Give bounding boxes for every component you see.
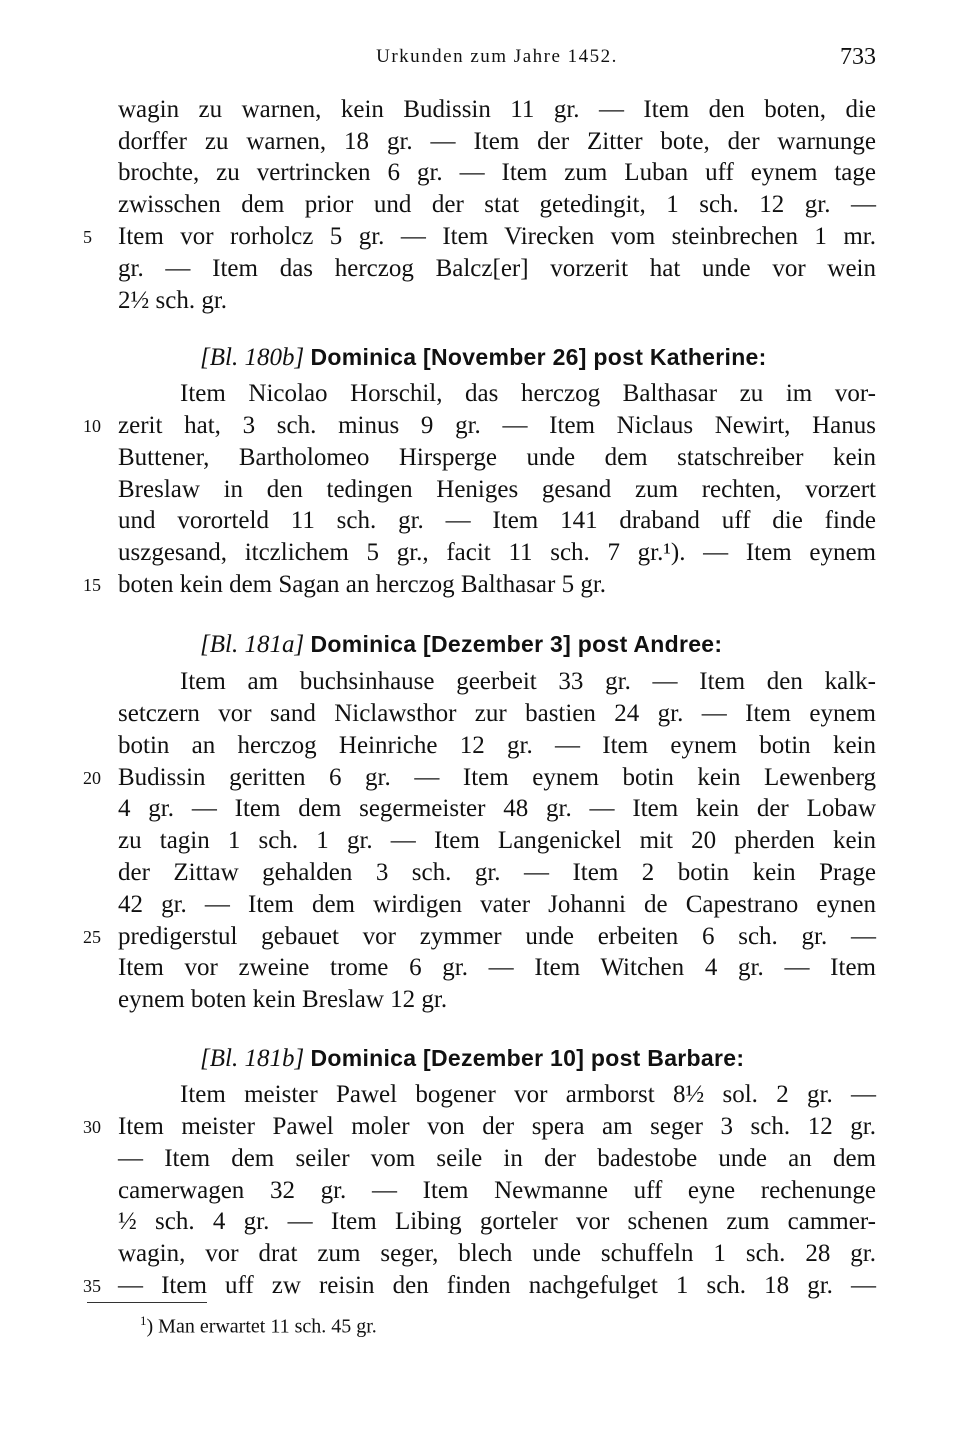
- line-number: 25: [83, 927, 101, 947]
- text-line: 4 gr. — Item dem segermeister 48 gr. — Item kein der Lobaw: [118, 795, 876, 822]
- running-title: Urkunden zum Jahre 1452.: [376, 46, 618, 67]
- text-line: uszgesand, itczlichem 5 gr., facit 11 sch. 7 gr.¹). — Item eynem: [118, 539, 876, 566]
- text-line: — Item uff zw reisin den finden nachgefulget 1 sch. 18 gr. —: [118, 1272, 876, 1299]
- text-line: Item vor rorholcz 5 gr. — Item Virecken vom steinbrechen 1 mr.: [118, 223, 876, 250]
- section-heading: [200, 1041, 876, 1075]
- text-line: Item meister Pawel bogener vor armborst 8½ sol. 2 gr. —: [180, 1081, 876, 1108]
- text-line: boten kein dem Sagan an herczog Balthasar 5 gr.: [118, 571, 607, 598]
- text-line: camerwagen 32 gr. — Item Newmanne uff eyne rechenunge: [118, 1177, 876, 1204]
- text-line: und vororteld 11 sch. gr. — Item 141 draband uff die finde: [118, 507, 876, 534]
- text-line: wagin zu warnen, kein Budissin 11 gr. — Item den boten, die: [118, 96, 876, 123]
- folio-reference: [Bl. 180b]: [200, 344, 305, 371]
- text-line: gr. — Item das herczog Balcz[er] vorzerit hat unde vor wein: [118, 255, 876, 282]
- section-heading: [200, 627, 876, 661]
- footnote-rule: [87, 1302, 207, 1303]
- text-line: Item Nicolao Horschil, das herczog Balthasar zu im vor-: [180, 380, 876, 407]
- text-line: predigerstul gebauet vor zymmer unde erbeiten 6 sch. gr. —: [118, 923, 876, 950]
- line-number: 15: [83, 575, 101, 595]
- text-line: dorffer zu warnen, 18 gr. — Item der Zitter bote, der warnunge: [118, 128, 876, 155]
- running-head: [118, 40, 876, 80]
- line-number: 20: [83, 768, 101, 788]
- page-number: 733: [840, 44, 876, 70]
- text-line: Item meister Pawel moler von der spera am seger 3 sch. 12 gr.: [118, 1113, 876, 1140]
- text-line: setczern vor sand Niclawsthor zur bastien 24 gr. — Item eynem: [118, 700, 876, 727]
- text-line: zu tagin 1 sch. 1 gr. — Item Langenickel mit 20 pherden kein: [118, 827, 876, 854]
- text-line: Item vor zweine trome 6 gr. — Item Witchen 4 gr. — Item: [118, 954, 876, 981]
- text-line: ½ sch. 4 gr. — Item Libing gorteler vor schenen zum cammer-: [118, 1208, 876, 1235]
- line-number: 35: [83, 1276, 101, 1296]
- text-line: botin an herczog Heinriche 12 gr. — Item eynem botin kein: [118, 732, 876, 759]
- footnote-text: ) Man erwartet 11 sch. 45 gr.: [146, 1315, 377, 1338]
- text-line: zwisschen dem prior und der stat getedingit, 1 sch. 12 gr. —: [118, 191, 876, 218]
- footnote-marker: 1: [140, 1313, 147, 1328]
- text-line: Budissin geritten 6 gr. — Item eynem botin kein Lewenberg: [118, 764, 876, 791]
- line-number: 30: [83, 1117, 101, 1137]
- line-number: 5: [83, 227, 92, 247]
- text-line: wagin, vor drat zum seger, blech unde schuffeln 1 sch. 28 gr.: [118, 1240, 876, 1267]
- text-line: — Item dem seiler vom seile in der badestobe unde an dem: [118, 1145, 876, 1172]
- section-title: Dominica [Dezember 3] post Andree:: [310, 631, 723, 657]
- section-title: Dominica [November 26] post Katherine:: [310, 344, 767, 370]
- section-heading: [200, 340, 876, 374]
- text-line: 42 gr. — Item dem wirdigen vater Johanni de Capestrano eynen: [118, 891, 876, 918]
- footnote: [140, 1306, 377, 1336]
- folio-reference: [Bl. 181a]: [200, 631, 305, 658]
- text-line: zerit hat, 3 sch. minus 9 gr. — Item Niclaus Newirt, Hanus: [118, 412, 876, 439]
- text-line: Breslaw in den tedingen Heniges gesand zum rechten, vorzert: [118, 476, 876, 503]
- text-line: der Zittaw gehalden 3 sch. gr. — Item 2 botin kein Prage: [118, 859, 876, 886]
- text-line: eynem boten kein Breslaw 12 gr.: [118, 986, 448, 1013]
- text-line: brochte, zu vertrincken 6 gr. — Item zum Luban uff eynem tage: [118, 159, 876, 186]
- text-line: 2½ sch. gr.: [118, 287, 228, 314]
- section-title: Dominica [Dezember 10] post Barbare:: [310, 1045, 745, 1071]
- line-number: 10: [83, 416, 101, 436]
- text-line: Buttener, Bartholomeo Hirsperge unde dem statschreiber kein: [118, 444, 876, 471]
- text-line: Item am buchsinhause geerbeit 33 gr. — Item den kalk-: [180, 668, 876, 695]
- folio-reference: [Bl. 181b]: [200, 1045, 305, 1072]
